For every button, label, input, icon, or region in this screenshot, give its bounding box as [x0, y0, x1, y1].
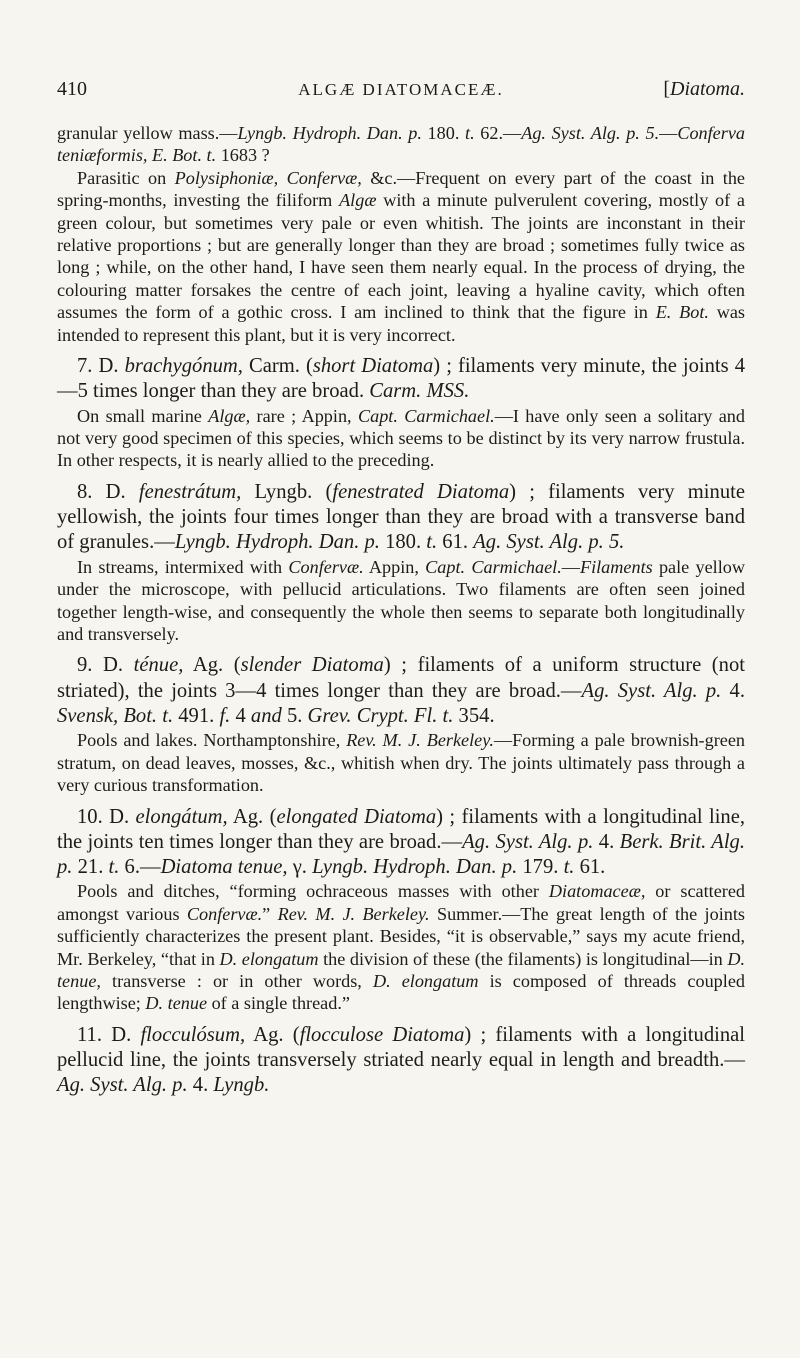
text-run: ) ; filaments with a longitudinal line, the joints ten times longer than they are broad.—	[57, 805, 746, 853]
italic-text: Svensk, Bot. t.	[57, 704, 174, 727]
text-run: 354.	[453, 704, 495, 727]
text-run: 8. D.	[77, 480, 139, 503]
text-run: 7. D.	[77, 355, 125, 378]
italic-text: t.	[563, 856, 575, 879]
italic-text: Ag. Syst. Alg. p.	[581, 679, 722, 702]
species-entry	[57, 354, 745, 405]
text-run: 6.—	[119, 856, 161, 879]
text-run: 180.	[421, 123, 466, 143]
italic-text: fenestrated Diatoma	[332, 480, 510, 503]
italic-text: Ag. Syst. Alg. p.	[462, 830, 594, 853]
text-run: 61.	[574, 856, 606, 879]
species-entry	[57, 653, 745, 729]
species-entry	[57, 480, 745, 556]
italic-text: Lyngb. Hydroph. Dan. p.	[174, 531, 380, 554]
page-body	[57, 122, 745, 1099]
text-run: Carm. (	[242, 355, 313, 378]
italic-text: short Diatoma	[312, 355, 434, 378]
italic-text: Conferva teniæformis, E. Bot. t.	[57, 123, 746, 166]
italic-text: Filaments	[579, 556, 653, 577]
italic-text: Polysiphoniæ, Confervæ,	[174, 167, 362, 188]
species-entry	[57, 805, 745, 881]
text-run: transverse : or in other words,	[100, 971, 373, 992]
text-run: ) ; filaments with a longitudinal pellucid line, the joints transversely striated nearly equal in length and breadth.—	[57, 1023, 746, 1072]
text-run: Ag. (	[245, 1023, 300, 1046]
running-head	[663, 78, 745, 101]
italic-text: Diatoma tenue,	[160, 856, 288, 879]
text-run: Summer.—The great length of the joints sufficiently characterizes the present plant. Besides, “it is observable,” says my acute friend, Mr. Berkeley, “that in	[57, 903, 745, 969]
italic-text: t.	[108, 856, 120, 879]
text-run: 1683 ?	[216, 145, 270, 166]
text-run: rare ; Appin,	[250, 405, 358, 426]
section-title: ALGÆ DIATOMACEÆ.	[298, 80, 504, 99]
text-run: —I have only seen a solitary and not very good specimen of this species, which seems to be distinct by its very narrow frustula. In other respects, it is nearly allied to the preceding.	[57, 405, 745, 471]
italic-text: Grev. Crypt. Fl. t.	[307, 704, 454, 727]
paragraph	[57, 556, 745, 646]
text-run: Ag. (	[227, 805, 277, 828]
italic-text: Algæ,	[208, 405, 251, 426]
page-number: 410	[57, 78, 87, 100]
italic-text: D. tenue,	[57, 948, 745, 992]
text-run: ) ; filaments of a uniform structure (not striated), the joints 3—4 times longer than they are broad.—	[57, 654, 745, 702]
italic-text: and	[250, 704, 282, 727]
text-run: with a minute pulverulent covering, mostly of a green colour, but sometimes very pale or even whitish. The joints are inconstant in their relative proportions ; but are generally longer than they are broad ; sometimes fully twice as long ; while, on the other hand, I have seen them nearly equal. In the process of drying, the colouring matter forsakes the centre of each joint, leaving a hyaline cavity, which often assumes the form of a gothic cross. I am inclined to think that the figure in	[57, 190, 746, 323]
text-run: is composed of threads coupled lengthwise;	[57, 971, 745, 1014]
italic-text: Lyngb. Hydroph. Dan. p.	[312, 856, 518, 879]
text-run: of a single thread.”	[207, 993, 350, 1014]
italic-text: ténue,	[133, 654, 184, 677]
text-run: 4.	[187, 1074, 214, 1097]
text-run: ”	[262, 903, 278, 924]
text-run: In streams, intermixed with	[77, 556, 289, 577]
italic-text: D. elongatum	[372, 971, 479, 992]
italic-text: Rev. M. J. Berkeley.	[346, 730, 494, 751]
text-run: 180.	[379, 531, 427, 554]
text-run: ) ; filaments very minute, the joints 4—5 times longer than they are broad.	[57, 355, 745, 403]
text-run: Parasitic on	[77, 167, 175, 188]
italic-text: elongátum,	[135, 805, 228, 828]
italic-text: slender Diatoma	[240, 654, 384, 677]
text-run: pale yellow under the microscope, with pellucid articulations. Two filaments are often seen joined together length-wise, and consequently the whole then seems to separate both longitudinally and transversely.	[57, 556, 745, 644]
running-head-genus: Diatoma.	[670, 78, 745, 100]
text-run: 4.	[721, 679, 745, 702]
text-run: Ag. (	[183, 654, 241, 677]
italic-text: E. Bot.	[655, 302, 709, 323]
text-run: the division of these (the filaments) is longitudinal—in	[318, 948, 728, 969]
species-entry	[57, 1023, 745, 1099]
text-run: or scattered amongst various	[57, 881, 746, 924]
text-run: Lyngb. (	[241, 480, 333, 503]
text-run: 5.	[281, 704, 308, 727]
text-run: —Forming a pale brownish-green stratum, on dead leaves, mosses, &c., whitish when dry. The joints ultimately pass through a very curious transformation.	[57, 730, 745, 796]
italic-text: Lyngb. Hydroph. Dan. p.	[237, 123, 422, 143]
italic-text: Diatomaceæ,	[548, 881, 646, 902]
running-head-bracket: [	[663, 78, 670, 100]
text-run: ) ; filaments very minute yellowish, the joints four times longer than they are broad with a transverse band of granules.—	[57, 480, 745, 554]
text-run: Appin,	[363, 556, 426, 577]
italic-text: Ag. Syst. Alg. p. 5.	[473, 531, 625, 554]
italic-text: Confervæ.	[186, 903, 263, 924]
text-run: was intended to represent this plant, but it is very incorrect.	[57, 302, 745, 345]
paragraph	[57, 122, 745, 167]
italic-text: Carm. MSS.	[369, 380, 470, 403]
paragraph	[57, 405, 745, 472]
italic-text: Lyngb.	[213, 1074, 270, 1097]
text-run: —	[561, 556, 580, 577]
text-run: 179.	[517, 856, 564, 879]
italic-text: D. elongatum	[219, 948, 319, 969]
italic-text: f.	[219, 704, 231, 727]
text-run: 9. D.	[77, 654, 134, 677]
italic-text: Rev. M. J. Berkeley.	[277, 903, 430, 924]
italic-text: flocculósum,	[140, 1023, 246, 1046]
text-run: granular yellow mass.—	[57, 123, 238, 143]
text-run: 61.	[437, 531, 474, 554]
italic-text: t.	[465, 123, 475, 143]
italic-text: t.	[426, 531, 438, 554]
italic-text: fenestrátum,	[138, 480, 242, 503]
italic-text: flocculose Diatoma	[299, 1023, 465, 1046]
text-run: Pools and lakes. Northamptonshire,	[77, 730, 347, 751]
italic-text: Capt. Carmichael.	[425, 556, 562, 577]
text-run: On small marine	[77, 405, 209, 426]
text-run: 4	[230, 704, 251, 727]
italic-text: Ag. Syst. Alg. p.	[57, 1074, 188, 1097]
text-run: 11. D.	[77, 1023, 141, 1046]
text-run: —	[659, 123, 678, 143]
paragraph	[57, 167, 745, 346]
italic-text: brachygónum,	[124, 355, 243, 378]
text-run: γ.	[287, 856, 313, 879]
italic-text: Algæ	[339, 190, 377, 211]
text-run: Pools and ditches, “forming ochraceous masses with other	[77, 881, 549, 902]
text-run: 10. D.	[77, 805, 136, 828]
italic-text: Confervæ.	[288, 556, 364, 577]
italic-text: D. tenue	[145, 993, 208, 1014]
text-run: 491.	[173, 704, 220, 727]
text-run: 62.—	[474, 123, 522, 143]
italic-text: Capt. Carmichael.	[357, 405, 495, 426]
paragraph	[57, 729, 745, 796]
text-run: 4.	[593, 830, 620, 853]
text-run: 21.	[72, 856, 109, 879]
page-header	[57, 78, 745, 108]
italic-text: Ag. Syst. Alg. p. 5.	[521, 123, 660, 143]
paragraph	[57, 880, 745, 1014]
italic-text: Berk. Brit. Alg. p.	[57, 830, 745, 879]
text-run: &c.—Frequent on every part of the coast in the spring-months, investing the filiform	[57, 167, 745, 211]
italic-text: elongated Diatoma	[276, 805, 437, 828]
